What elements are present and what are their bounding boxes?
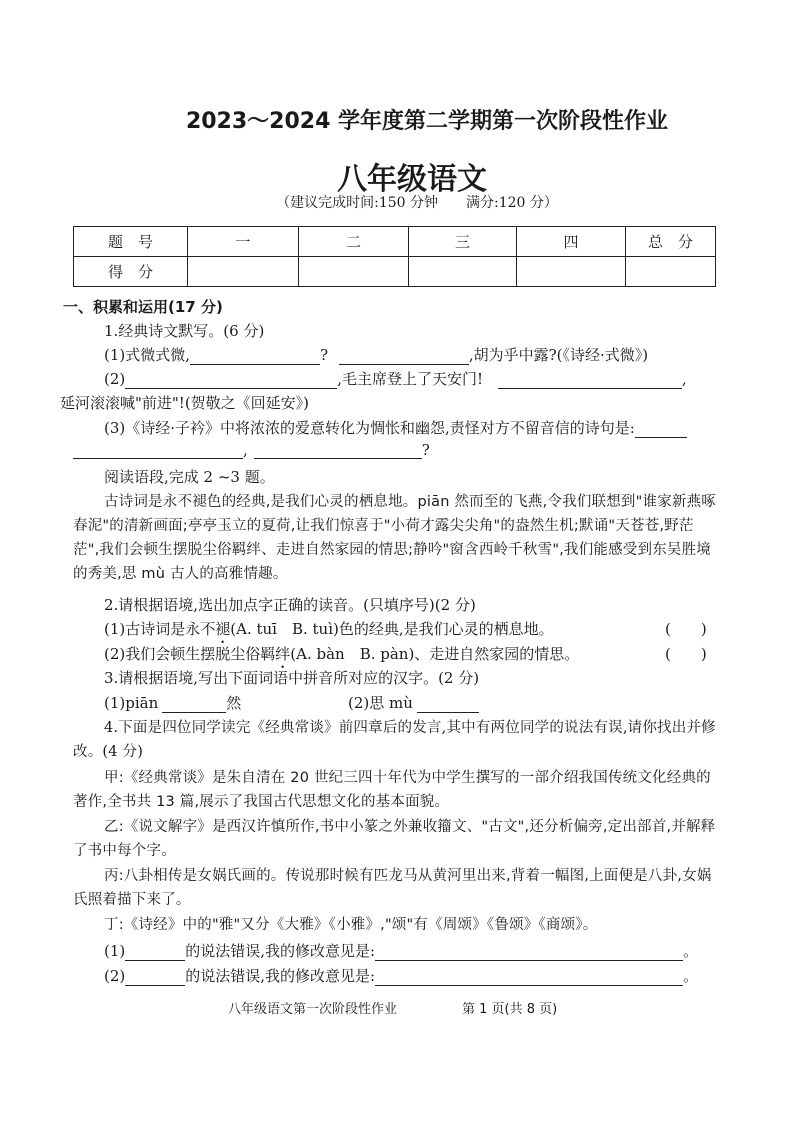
q1-line1-c: ,胡为乎中露?(《诗经·式微》) (468, 346, 649, 364)
answer-blank[interactable] (162, 696, 226, 713)
q4-answer-1-a: (1) (104, 942, 126, 960)
answer-blank[interactable] (375, 969, 683, 986)
q1-line1 (104, 344, 648, 365)
answer-blank[interactable] (417, 696, 479, 713)
q4-statement-jia: 甲:《经典常谈》是朱自清在 20 世纪三四十年代为中学生撰写的一部介绍我国传统文化经典的著作,全书共 13 篇,展示了我国古代思想文化的基本面貌。 (73, 770, 711, 810)
q2-answer-paren-1[interactable]: ( ) (665, 620, 707, 638)
q1-line4-b: ? (421, 441, 430, 459)
exam-info: （建议完成时间:150 分钟 满分:120 分） (276, 195, 558, 211)
q3-item1-b: 然 (226, 694, 242, 712)
score-header-3: 三 (409, 227, 517, 257)
q2-item2-b: (A. bàn B. pàn)、走进自然家园的情思。 (290, 645, 580, 663)
q3-item1-a: (1)piān (104, 694, 159, 712)
answer-blank[interactable] (125, 372, 337, 389)
q1-line2-b: ,毛主席登上了天安门! (337, 370, 484, 388)
q4-stem: 4.下面是四位同学读完《经典常谈》前四章后的发言,其中有两位同学的说法有误,请你找出并修改。(4 分) (73, 720, 716, 760)
q1-line2-a: (2) (104, 370, 126, 388)
score-cell-3[interactable] (409, 257, 517, 287)
q4-statement-yi: 乙:《说文解字》是西汉许慎所作,书中小篆之外兼收籀文、"古文",还分析偏旁,定出部首,并解释了书中每个字。 (73, 819, 716, 859)
q1-stem: 1.经典诗文默写。(6 分) (104, 322, 265, 340)
answer-blank[interactable] (125, 969, 185, 986)
score-header-4: 四 (517, 227, 626, 257)
score-cell-4[interactable] (517, 257, 626, 287)
q1-line1-a: (1)式微式微, (104, 346, 191, 364)
q1-line2-c: , (681, 370, 687, 388)
q2-item1-dotted-char: 褪 (215, 620, 231, 638)
q4-answer-1-end: 。 (683, 942, 699, 960)
score-row-label: 得 分 (74, 257, 188, 287)
score-table (73, 226, 716, 287)
q3-item2-text: (2)思 mù (348, 694, 413, 712)
reading-intro: 阅读语段,完成 2 ~3 题。 (104, 468, 275, 486)
answer-blank[interactable] (125, 944, 185, 961)
score-header-2: 二 (299, 227, 409, 257)
q2-answer-paren-2[interactable]: ( ) (665, 645, 707, 663)
q1-line4-a: , (243, 441, 248, 459)
q1-line3 (104, 417, 687, 438)
reading-passage: 古诗词是永不褪色的经典,是我们心灵的栖息地。piān 然而至的飞燕,令我们联想到"谁家新燕啄春泥"的清新画面;亭亭玉立的夏荷,让我们惊喜于"小荷才露尖尖角"的盎然生机;默诵"天苍苍,野茫茫",我们会顿生摆脱尘俗羁绊、走进自然家园的情思;静吟"窗含西岭千秋雪",我们能感受到东吴胜境的秀美,思 mù 古人的高雅情趣。 (73, 494, 717, 582)
page-number: 第 1 页(共 8 页) (462, 1002, 558, 1017)
q4-answer-2 (104, 965, 698, 986)
q2-stem: 2.请根据语境,选出加点字正确的读音。(只填序号)(2 分) (104, 596, 476, 614)
answer-blank[interactable] (254, 442, 422, 459)
answer-blank[interactable] (375, 944, 683, 961)
score-header-total: 总 分 (626, 227, 716, 257)
q1-line2 (104, 368, 687, 389)
subject-title: 八年级语文 (337, 162, 487, 197)
q4-answer-2-a: (2) (104, 967, 126, 985)
q4-answer-1-b: 的说法错误,我的修改意见是: (185, 942, 376, 960)
q1-line2-cont: 延河滚滚喊"前进"!(贺敬之《回延安》) (60, 394, 310, 412)
q4-statement-ding: 丁:《诗经》中的"雅"又分《大雅》《小雅》,"颂"有《周颂》《鲁颂》《商颂》。 (104, 917, 598, 933)
score-header-1: 一 (188, 227, 299, 257)
q2-item1-b: (A. tuī B. tuì)色的经典,是我们心灵的栖息地。 (230, 620, 554, 638)
exam-title: 2023～2024 学年度第二学期第一次阶段性作业 (185, 109, 669, 134)
answer-blank[interactable] (190, 348, 320, 365)
q3-stem: 3.请根据语境,写出下面词语中拼音所对应的汉字。(2 分) (104, 669, 480, 687)
q4-answer-2-b: 的说法错误,我的修改意见是: (185, 967, 376, 985)
q1-line4 (73, 441, 430, 459)
q4-answer-2-end: 。 (683, 967, 699, 985)
answer-blank[interactable] (73, 442, 243, 459)
q4-answer-1 (104, 940, 698, 961)
score-cell-total[interactable] (626, 257, 716, 287)
answer-blank[interactable] (498, 372, 682, 389)
q3-item1 (104, 692, 241, 713)
q2-item2-dotted-char: 绊 (275, 645, 291, 663)
answer-blank[interactable] (339, 348, 469, 365)
q2-item2-a: (2)我们会顿生摆脱尘俗羁 (104, 645, 276, 663)
footer-title: 八年级语文第一次阶段性作业 (228, 1002, 398, 1017)
score-header-label: 题 号 (74, 227, 188, 257)
q1-line3-text: (3)《诗经·子衿》中将浓浓的爱意转化为惆怅和幽怨,责怪对方不留音信的诗句是: (104, 419, 635, 437)
section-heading: 一、积累和运用(17 分) (63, 298, 223, 316)
q2-item1-a: (1)古诗词是永不 (104, 620, 216, 638)
q4-statement-bing: 丙:八卦相传是女娲氏画的。传说那时候有匹龙马从黄河里出来,背着一幅图,上面便是八卦,女娲氏照着描下来了。 (73, 868, 712, 908)
q3-item2 (348, 692, 479, 713)
score-cell-1[interactable] (188, 257, 299, 287)
score-cell-2[interactable] (299, 257, 409, 287)
answer-blank[interactable] (635, 421, 687, 438)
q1-line1-b: ? (320, 346, 329, 364)
